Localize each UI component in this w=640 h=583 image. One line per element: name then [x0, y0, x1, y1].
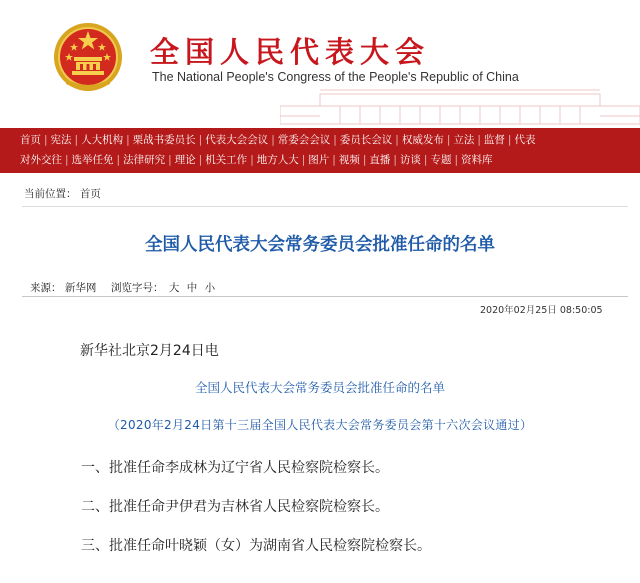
site-title: 全国人民代表大会 — [150, 35, 431, 69]
nav-item-chairman[interactable]: 栗战书委员长 — [132, 134, 196, 146]
nav-item-deputies[interactable]: 代表 — [514, 134, 536, 146]
source-label: 来源： — [30, 282, 62, 294]
source-name: 新华网 — [64, 282, 97, 294]
nav-item-agency-work[interactable]: 机关工作 — [205, 154, 248, 166]
site-subtitle: The National People's Congress of the People's Republic of China — [152, 70, 519, 84]
nav-item-video[interactable]: 视频 — [338, 154, 360, 166]
nav-item-chairmen-council[interactable]: 委员长会议 — [339, 134, 393, 146]
breadcrumb-home-link[interactable]: 首页 — [79, 188, 101, 200]
nav-row-1: 首页 | 宪法 | 人大机构 | 栗战书委员长 | 代表大会会议 | 常委会会议 | 委员长会议 | 权威发布 | 立法 | 监督 | 代表 — [20, 134, 536, 146]
nav-item-congress-sessions[interactable]: 代表大会会议 — [205, 134, 269, 146]
nav-item-foreign-affairs[interactable]: 对外交往 — [20, 154, 62, 166]
article-meta — [30, 280, 217, 295]
breadcrumb — [24, 186, 101, 201]
breadcrumb-label: 当前位置： — [24, 188, 77, 200]
site-header — [0, 0, 640, 125]
nav-item-pictures[interactable]: 图片 — [308, 154, 330, 166]
list-title: 全国人民代表大会常务委员会批准任命的名单 — [194, 380, 445, 395]
nav-item-legal-research[interactable]: 法律研究 — [123, 154, 166, 166]
nav-item-official-releases[interactable]: 权威发布 — [401, 134, 444, 146]
font-size-medium-link[interactable]: 中 — [186, 282, 198, 294]
national-emblem-icon[interactable] — [52, 21, 124, 93]
article-title: 全国人民代表大会常务委员会批准任命的名单 — [145, 235, 495, 255]
great-hall-illustration — [280, 86, 640, 125]
appointment-item: 一、批准任命李成林为辽宁省人民检察院检察长。 — [81, 460, 389, 476]
main-nav — [0, 128, 640, 173]
nav-item-topics[interactable]: 专题 — [430, 154, 452, 166]
nav-item-local-npc[interactable]: 地方人大 — [256, 154, 299, 166]
divider — [22, 206, 628, 207]
dateline: 新华社北京2月24日电 — [80, 343, 219, 359]
nav-item-live[interactable]: 直播 — [369, 154, 391, 166]
nav-item-home[interactable]: 首页 — [20, 134, 41, 146]
nav-row-2: 对外交往 | 选举任免 | 法律研究 | 理论 | 机关工作 | 地方人大 | 图片 | 视频 | 直播 | 访谈 | 专题 | 资料库 — [20, 154, 493, 166]
nav-item-standing-committee-sessions[interactable]: 常委会会议 — [277, 134, 331, 146]
appointment-item: 二、批准任命尹伊君为吉林省人民检察院检察长。 — [81, 499, 389, 515]
nav-item-legislation[interactable]: 立法 — [453, 134, 475, 146]
nav-item-constitution[interactable]: 宪法 — [50, 134, 72, 146]
nav-item-archives[interactable]: 资料库 — [461, 154, 493, 166]
nav-item-elections[interactable]: 选举任免 — [71, 154, 114, 166]
font-size-label: 浏览字号： — [111, 282, 164, 294]
nav-item-supervision[interactable]: 监督 — [483, 134, 505, 146]
nav-item-interviews[interactable]: 访谈 — [399, 154, 421, 166]
list-subtitle: （2020年2月24日第十三届全国人民代表大会常务委员会第十六次会议通过） — [107, 418, 533, 432]
font-size-large-link[interactable]: 大 — [168, 282, 180, 294]
nav-item-theory[interactable]: 理论 — [174, 154, 196, 166]
nav-item-npc-institutions[interactable]: 人大机构 — [81, 134, 124, 146]
publish-timestamp: 2020年02月25日 08:50:05 — [480, 305, 603, 316]
divider — [22, 296, 628, 297]
appointment-item: 三、批准任命叶晓颖（女）为湖南省人民检察院检察长。 — [81, 538, 431, 554]
font-size-small-link[interactable]: 小 — [204, 282, 216, 294]
